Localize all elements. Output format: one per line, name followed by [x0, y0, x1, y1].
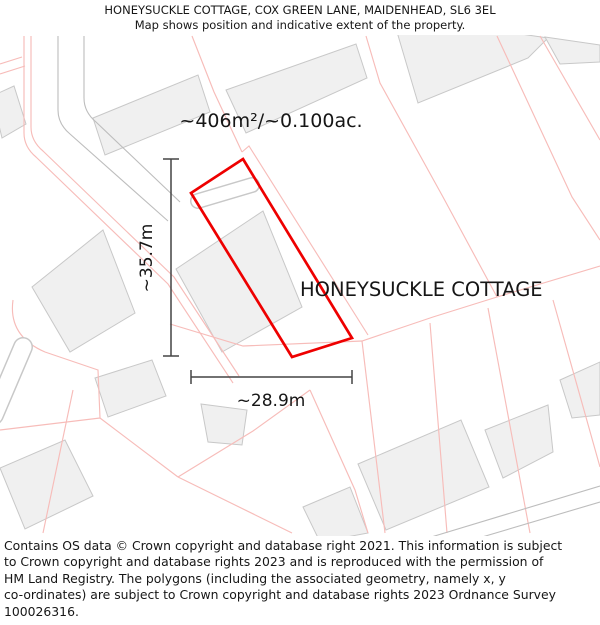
map-header — [0, 0, 600, 35]
parcel-boundary-line — [0, 57, 22, 64]
parcel-boundary-line — [362, 341, 385, 533]
property-name-label: HONEYSUCKLE COTTAGE — [300, 278, 543, 301]
page-subtitle: Map shows position and indicative extent of the property. — [134, 18, 466, 32]
parcel-boundary-line — [497, 36, 600, 240]
page-title: HONEYSUCKLE COTTAGE, COX GREEN LANE, MAIDENHEAD, SL6 3EL — [104, 3, 496, 17]
copyright-text-line: Contains OS data © Crown copyright and database right 2021. This information is subject — [4, 538, 563, 553]
building-footprint — [560, 362, 600, 418]
copyright-text-line: HM Land Registry. The polygons (including the associated geometry, namely x, y — [4, 570, 506, 586]
width-dimension-label: ~28.9m — [236, 391, 306, 411]
road-edge — [472, 502, 600, 540]
building-footprint — [485, 405, 553, 478]
building-footprint — [303, 487, 368, 542]
rounded-structure-fill — [198, 185, 252, 201]
building-footprint — [95, 360, 166, 417]
parcel-boundary-line — [0, 66, 25, 74]
building-footprint — [32, 230, 135, 352]
rounded-structure-fill — [0, 347, 23, 415]
copyright-text-line: co-ordinates) are subject to Crown copyright and database rights 2023 Ordnance Survey — [4, 587, 556, 603]
parcel-boundary-line — [178, 477, 292, 533]
copyright-text-line: 100026316. — [4, 603, 79, 619]
building-footprint — [0, 86, 26, 138]
copyright-footer — [0, 536, 600, 625]
copyright-text-line: to Crown copyright and database rights 2023 and is reproduced with the permission of — [4, 554, 544, 570]
height-dimension-label: ~35.7m — [137, 223, 157, 293]
building-footprint — [176, 211, 302, 352]
area-label: ~406m²/~0.100ac. — [179, 110, 363, 132]
